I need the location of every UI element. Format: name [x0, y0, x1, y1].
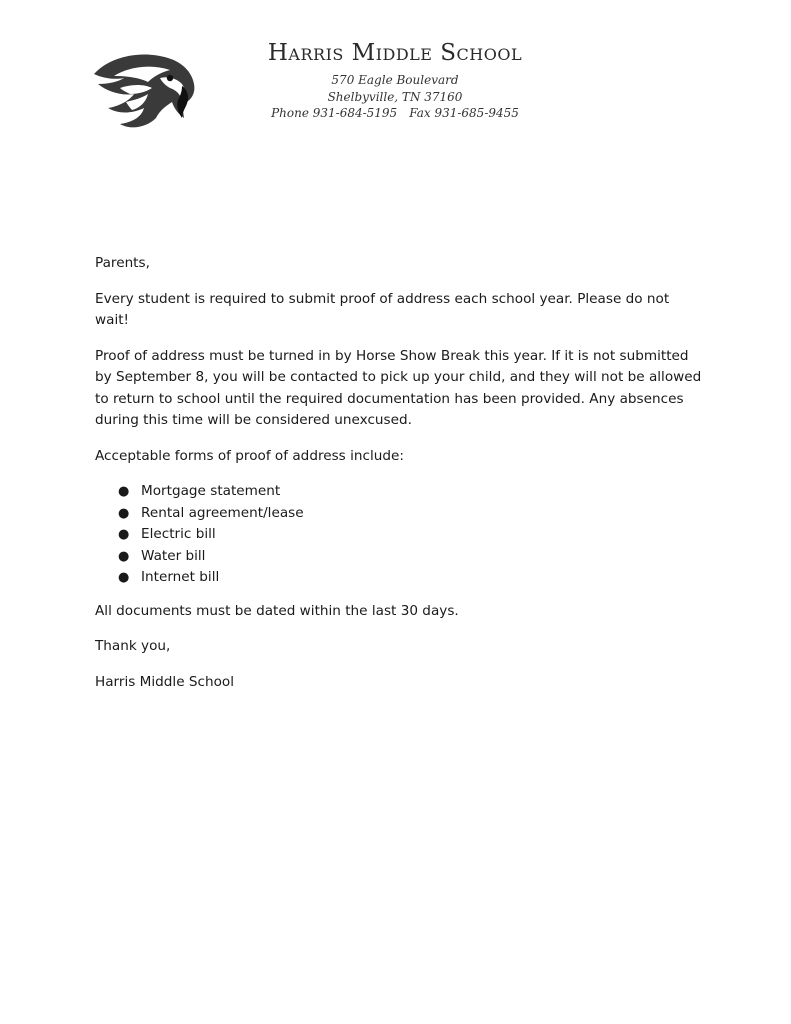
- closing: Thank you,: [95, 638, 171, 654]
- contact-line: [200, 106, 590, 120]
- school-name: Harris Middle School: [267, 40, 523, 66]
- address-street: 570 Eagle Boulevard: [331, 73, 459, 87]
- list-item: ● Electric bill: [118, 526, 216, 542]
- list-item: ● Water bill: [118, 547, 206, 564]
- address-city: Shelbyville, TN 37160: [327, 90, 463, 104]
- list-item: ● Rental agreement/lease: [118, 504, 304, 521]
- paragraph-deadline: Proof of address must be turned in by Horse Show Break this year. If it is not submitted by September 8, you will be contacted to pick up your child, and they will not be allowed to return to school until the required documentation has been provided. Any absences during this time will be considered unexcused.: [95, 347, 702, 428]
- acceptable-documents-list: [95, 481, 705, 589]
- paragraph-requirement: Every student is required to submit proof of address each school year. Please do not wait!: [95, 290, 670, 328]
- greeting: Parents,: [95, 255, 150, 271]
- list-item-label: Water bill: [141, 547, 206, 564]
- eagle-head-icon: [90, 48, 198, 132]
- list-item: ● Mortgage statement: [118, 483, 281, 499]
- list-intro: Acceptable forms of proof of address include:: [95, 447, 404, 464]
- phone-number: Phone 931-684-5195: [271, 106, 398, 120]
- list-item: ● Internet bill: [118, 569, 220, 585]
- list-item-label: Mortgage statement: [141, 483, 281, 499]
- letter-body: [95, 253, 705, 707]
- signature: Harris Middle School: [95, 673, 235, 690]
- fax-number: Fax 931-685-9455: [409, 106, 519, 120]
- list-item-label: Internet bill: [141, 569, 220, 585]
- list-item-label: Rental agreement/lease: [141, 504, 304, 521]
- dated-note: All documents must be dated within the last 30 days.: [95, 602, 459, 619]
- list-item-label: Electric bill: [141, 526, 216, 542]
- letterhead: [0, 0, 791, 140]
